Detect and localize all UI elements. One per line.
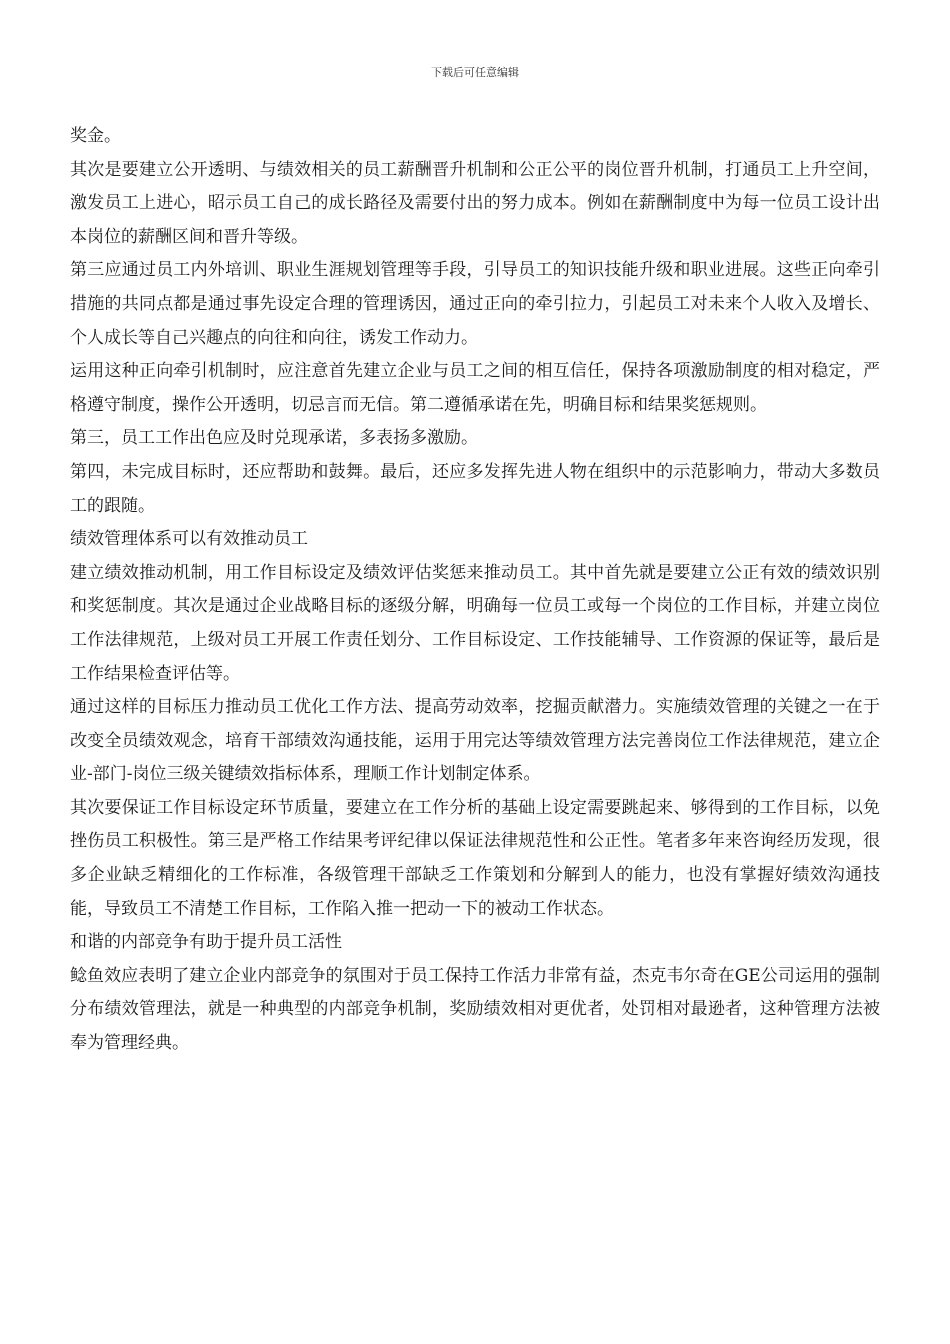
paragraph: 奖金。 [70, 126, 121, 146]
paragraph: 运用这种正向牵引机制时，应注意首先建立企业与员工之间的相互信任，保持各项激励制度的相对稳定，严格遵守制度，操作公开透明，切忌言而无信。第二遵循承诺在先，明确目标和结果奖惩规则。 [70, 361, 880, 415]
paragraph: 其次要保证工作目标设定环节质量，要建立在工作分析的基础上设定需要跳起来、够得到的工作目标，以免挫伤员工积极性。第三是严格工作结果考评纪律以保证法律规范性和公正性。笔者多年来咨询经历发现，很多企业缺乏精细化的工作标准，各级管理干部缺乏工作策划和分解到人的能力，也没有掌握好绩效沟通技能，导致员工不清楚工作目标，工作陷入推一把动一下的被动工作状态。 [70, 797, 880, 919]
paragraph: 第三，员工工作出色应及时兑现承诺，多表扬多激励。 [70, 428, 478, 449]
paragraph: 通过这样的目标压力推动员工优化工作方法、提高劳动效率，挖掘贡献潜力。实施绩效管理的关键之一在于改变全员绩效观念，培育干部绩效沟通技能，运用于用完达等绩效管理方法完善岗位工作法律规范，建立企业-部门-岗位三级关键绩效指标体系，理顺工作计划制定体系。 [70, 697, 880, 785]
paragraph: 建立绩效推动机制，用工作目标设定及绩效评估奖惩来推动员工。其中首先就是要建立公正有效的绩效识别和奖惩制度。其次是通过企业战略目标的逐级分解，明确每一位员工或每一个岗位的工作目标，并建立岗位工作法律规范，上级对员工开展工作责任划分、工作目标设定、工作技能辅导、工作资源的保证等，最后是工作结果检查评估等。 [70, 562, 880, 684]
section-heading: 绩效管理体系可以有效推动员工 [70, 529, 308, 550]
section-heading: 和谐的内部竞争有助于提升员工活性 [70, 932, 342, 953]
paragraph: 第三应通过员工内外培训、职业生涯规划管理等手段，引导员工的知识技能升级和职业进展。这些正向牵引措施的共同点都是通过事先设定合理的管理诱因，通过正向的牵引拉力，引起员工对未来个人收入及增长、个人成长等自己兴趣点的向往和向往，诱发工作动力。 [70, 260, 880, 348]
paragraph: 其次是要建立公开透明、与绩效相关的员工薪酬晋升机制和公正公平的岗位晋升机制，打通员工上升空间，激发员工上进心，昭示员工自己的成长路径及需要付出的努力成本。例如在薪酬制度中为每一位员工设计出本岗位的薪酬区间和晋升等级。 [70, 159, 880, 247]
page-header: 下载后可任意编辑 [431, 66, 519, 79]
document-body [70, 120, 880, 1061]
paragraph: 鲶鱼效应表明了建立企业内部竞争的氛围对于员工保持工作活力非常有益，杰克韦尔奇在GE公司运用的强制分布绩效管理法，就是一种典型的内部竞争机制，奖励绩效相对更优者，处罚相对最逊者，这种管理方法被奉为管理经典。 [70, 965, 880, 1054]
paragraph: 第四，未完成目标时，还应帮助和鼓舞。最后，还应多发挥先进人物在组织中的示范影响力，带动大多数员工的跟随。 [70, 461, 880, 516]
